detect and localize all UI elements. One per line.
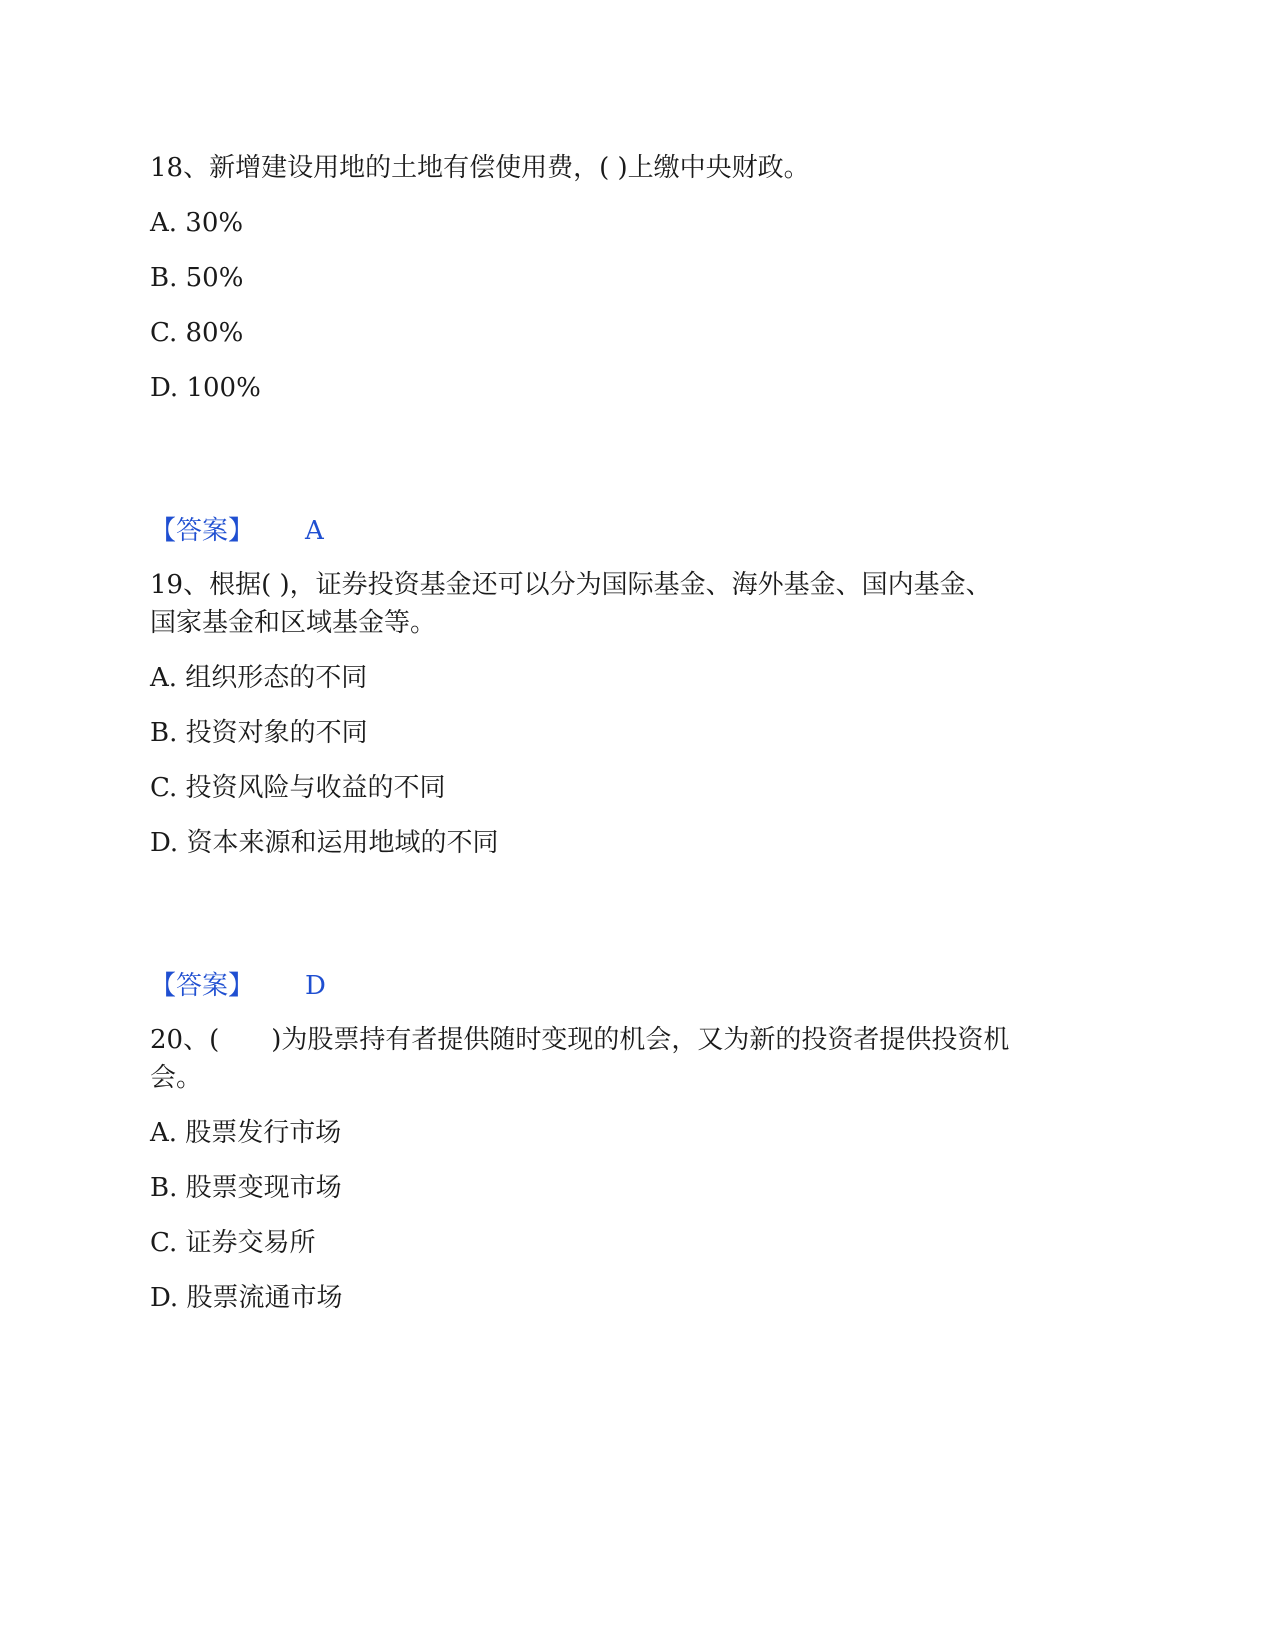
question-18-answer-value: A xyxy=(305,516,324,546)
question-20-stem-line-2: 会。 xyxy=(150,1063,203,1093)
question-19-option-c: C. 投资风险与收益的不同 xyxy=(150,773,446,803)
question-20-option-a: A. 股票发行市场 xyxy=(150,1118,342,1148)
question-19-answer-value: D xyxy=(305,971,326,1001)
question-20-stem-line-1: 20、( )为股票持有者提供随时变现的机会，又为新的投资者提供投资机 xyxy=(150,1025,1010,1055)
question-20-option-c: C. 证券交易所 xyxy=(150,1228,316,1258)
question-18-answer-label: 【答案】 xyxy=(150,516,255,546)
question-18-option-c: C. 80% xyxy=(150,318,244,348)
question-19-option-d: D. 资本来源和运用地域的不同 xyxy=(150,828,499,858)
question-18-option-b: B. 50% xyxy=(150,263,244,293)
question-19-stem-line-2: 国家基金和区域基金等。 xyxy=(150,608,437,638)
question-19-option-b: B. 投资对象的不同 xyxy=(150,718,368,748)
question-19-option-a: A. 组织形态的不同 xyxy=(150,663,368,693)
question-19-stem-line-1: 19、根据( )，证券投资基金还可以分为国际基金、海外基金、国内基金、 xyxy=(150,570,992,600)
question-19-answer-label: 【答案】 xyxy=(150,971,255,1001)
question-20-option-d: D. 股票流通市场 xyxy=(150,1283,343,1313)
question-20-option-b: B. 股票变现市场 xyxy=(150,1173,342,1203)
question-18-option-a: A. 30% xyxy=(150,208,244,238)
question-18-stem: 18、新增建设用地的土地有偿使用费，( )上缴中央财政。 xyxy=(150,153,810,183)
question-18-option-d: D. 100% xyxy=(150,373,261,403)
